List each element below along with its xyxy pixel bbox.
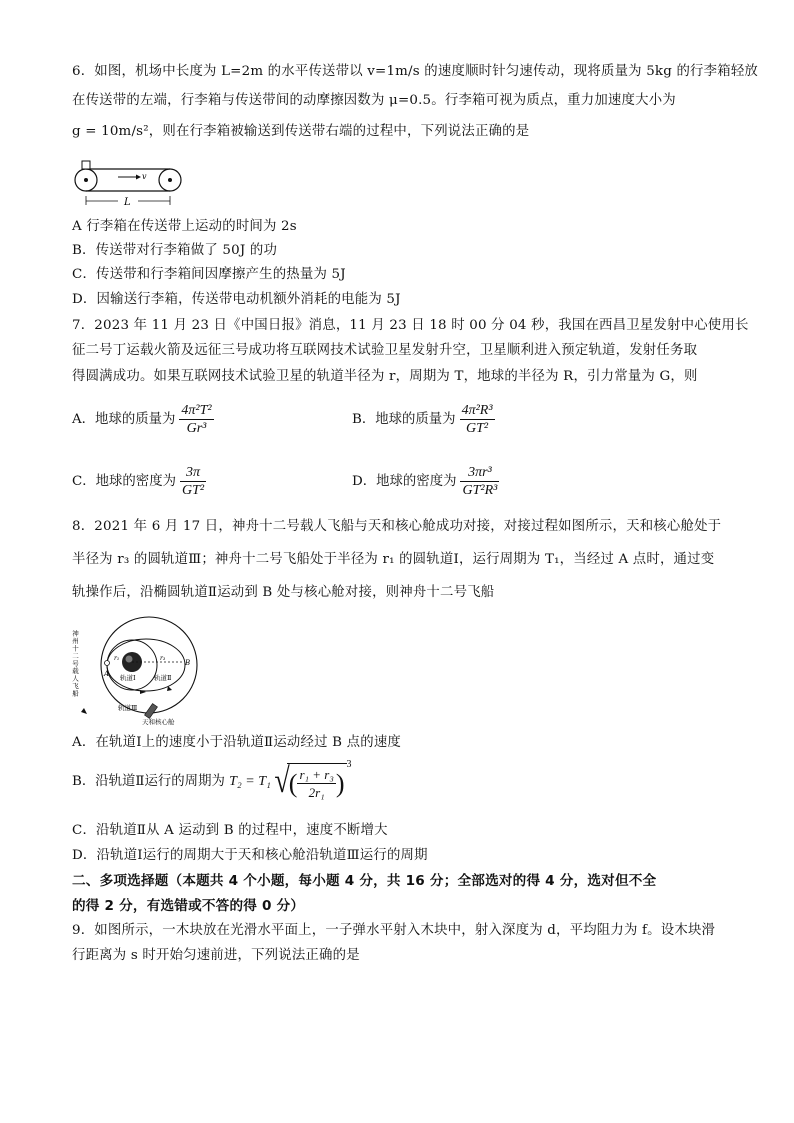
q7-option-b-text: B．地球的质量为 [352,412,456,427]
q7-option-c-denominator: GT² [181,483,205,498]
r3-label: r₃ [160,655,166,662]
q8-line-3: 轨操作后，沿椭圆轨道Ⅱ运动到 B 处与核心舱对接，则神舟十二号飞船 [72,585,495,600]
q7-option-d-text: D．地球的密度为 [352,474,457,489]
q7-option-c-text: C．地球的密度为 [72,474,176,489]
q7-option-d-fraction [460,464,499,499]
q7-line-3: 得圆满成功。如果互联网技术试验卫星的轨道半径为 r，周期为 T，地球的半径为 R，引力常量为 G，则 [72,369,698,384]
q8-option-b-numerator: r₁ + r₃ [299,767,334,782]
orbit-1-label: 轨道Ⅰ [120,674,136,682]
q7-option-b [352,402,495,437]
q7-option-a-numerator: 4π²T² [181,403,212,418]
q6-option-b: B．传送带对行李箱做了 50J 的功 [72,243,278,258]
q7-option-a-text: A．地球的质量为 [72,412,176,427]
q8-option-b-denominator: 2r₁ [297,783,335,801]
q8-option-b-lhs: T₂ = T₁ [229,774,271,789]
q7-option-b-denominator: GT² [460,419,495,437]
q8-option-b-text: B．沿轨道Ⅱ运行的周期为 [72,774,225,789]
q7-option-d-numerator: 3πr³ [468,465,492,480]
q8-option-c: C．沿轨道Ⅱ从 A 运动到 B 的过程中，速度不断增大 [72,823,388,838]
orbit-2-label: 轨道Ⅱ [154,674,172,682]
q8-option-b-fraction [297,766,335,801]
q8-option-a: A．在轨道Ⅰ上的速度小于沿轨道Ⅱ运动经过 B 点的速度 [72,735,402,750]
q7-option-b-numerator: 4π²R³ [461,403,493,418]
q6-line-2: 在传送带的左端，行李箱与传送带间的动摩擦因数为 μ=0.5。行李箱可视为质点，重力加速度大小为 [72,93,676,108]
q7-line-2: 征二号丁运载火箭及远征三号成功将互联网技术试验卫星发射升空，卫星顺利进入预定轨道，发射任务取 [72,343,698,358]
orbit-3-label: 轨道Ⅲ [118,704,138,712]
q9-line-1: 9．如图所示，一木块放在光滑水平面上，一子弹水平射入木块中，射入深度为 d，平均阻力为 f。设木块滑 [72,923,716,938]
point-b-label: B [185,659,191,667]
q7-option-c-fraction [180,464,206,499]
q6-line-3: g = 10m/s²，则在行李箱被输送到传送带右端的过程中，下列说法正确的是 [72,124,530,139]
q6-option-a: A 行李箱在传送带上运动的时间为 2s [72,219,297,234]
ship-label: 神州十二号载人飞船 [71,630,79,698]
q7-option-a-denominator: Gr³ [179,419,213,437]
q7-option-d [352,464,499,499]
q8-line-1: 8．2021 年 6 月 17 日，神舟十二号载人飞船与天和核心舱成功对接，对接过程如图所示，天和核心舱处于 [72,519,722,534]
belt-length-label: L [124,197,131,208]
r1-label: r₁ [114,655,120,662]
q6-line-1: 6．如图，机场中长度为 L=2m 的水平传送带以 v=1m/s 的速度顺时针匀速传动，现将质量为 5kg 的行李箱轻放 [72,64,759,79]
belt-speed-label: v [142,172,147,181]
sqrt-symbol: √ [274,762,290,801]
q7-option-b-fraction [460,402,495,437]
q7-line-1: 7．2023 年 11 月 23 日《中国日报》消息，11 月 23 日 18 时 00 分 04 秒，我国在西昌卫星发射中心使用长 [72,318,749,333]
q8-line-2: 半径为 r₃ 的圆轨道Ⅲ；神舟十二号飞船处于半径为 r₁ 的圆轨道Ⅰ，运行周期为 T₁，当经过 A 点时，通过变 [72,552,715,567]
q6-option-c: C．传送带和行李箱间因摩擦产生的热量为 5J [72,267,346,282]
conveyor-belt-figure [72,157,190,211]
q7-option-c [72,464,206,499]
q8-option-b [72,759,352,802]
section-2-heading-line-2: 的得 2 分，有选错或不答的得 0 分） [72,898,305,914]
q7-option-a-fraction [179,402,213,437]
q7-option-a [72,402,214,437]
station-label: 天和核心舱 [142,718,175,726]
q7-option-c-numerator: 3π [186,465,201,480]
q9-line-2: 行距离为 s 时开始匀速前进，下列说法正确的是 [72,948,360,963]
section-2-heading-line-1: 二、多项选择题（本题共 4 个小题，每小题 4 分，共 16 分；全部选对的得 4 分，选对但不全 [72,873,657,889]
orbit-figure [72,614,212,728]
sqrt-body: ( $\frac{\text{r₁ + r₃}}{\text{2r₁}}$ ) [287,763,347,801]
q8-option-b-formula [229,759,352,802]
point-a-label: A [104,670,110,678]
q6-option-d: D．因输送行李箱，传送带电动机额外消耗的电能为 5J [72,292,401,307]
q8-option-d: D．沿轨道Ⅰ运行的周期大于天和核心舱沿轨道Ⅲ运行的周期 [72,848,428,863]
q7-option-d-denominator: GT²R³ [462,483,498,498]
q8-option-b-exponent: 3 [346,759,352,771]
